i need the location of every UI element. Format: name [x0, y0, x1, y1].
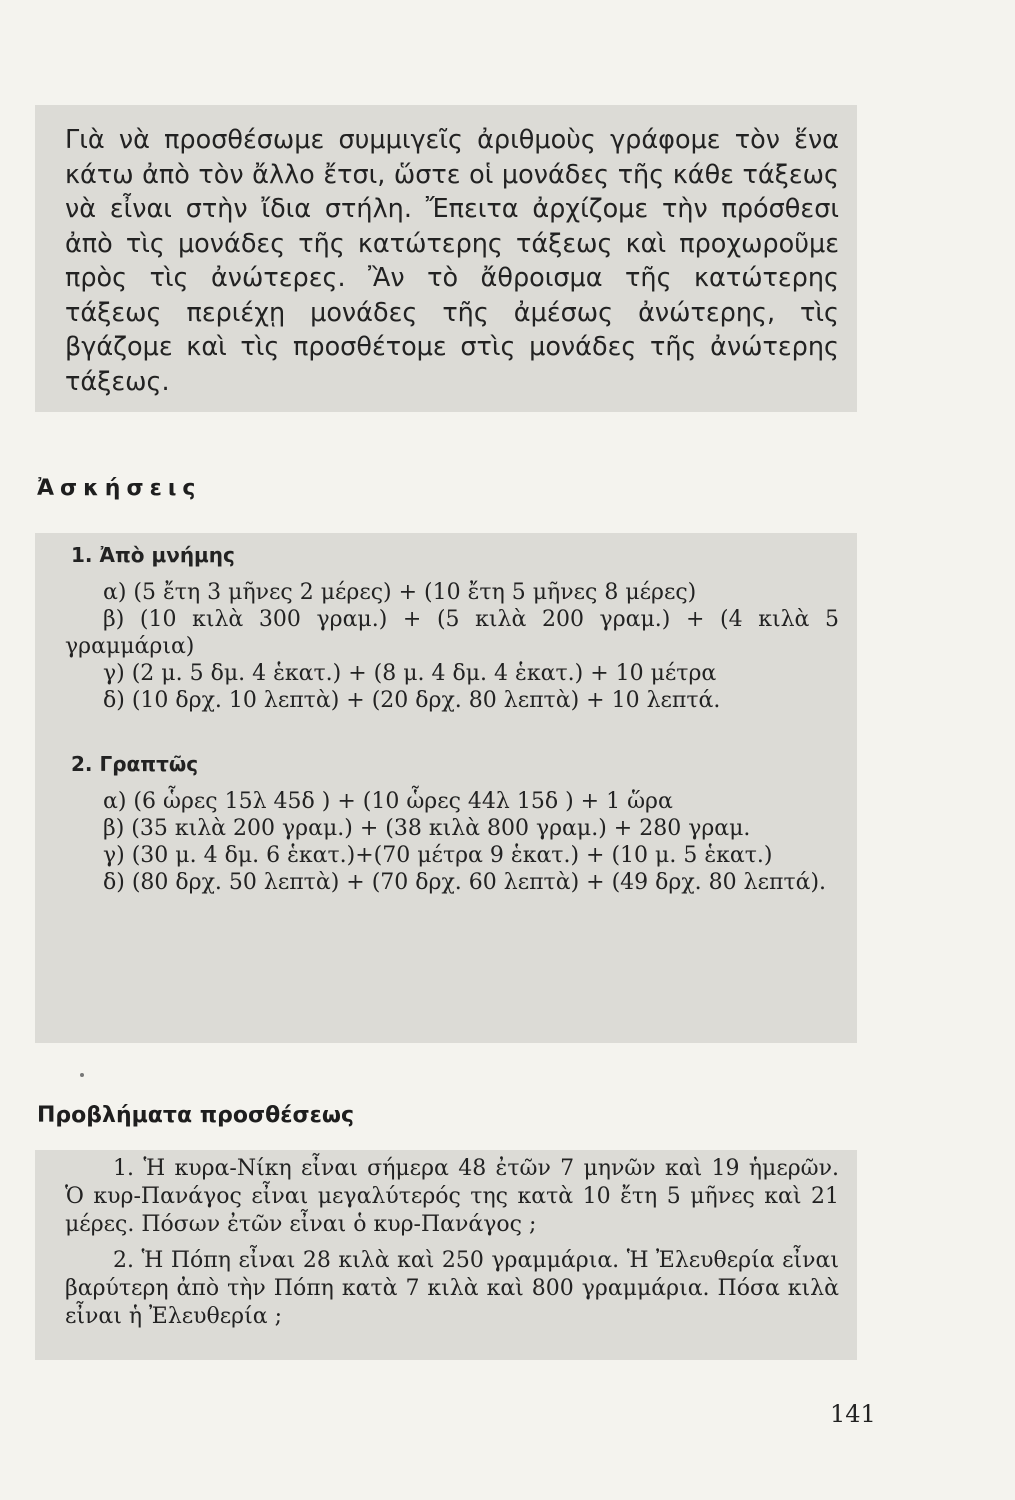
intro-text: Γιὰ νὰ προσθέσωμε συμμιγεῖς ἀριθμοὺς γράφομε τὸν ἕνα κάτω ἀπὸ τὸν ἄλλο ἔτσι, ὥστε οἱ μονάδες τῆς κάθε τάξεως νὰ εἶναι στὴν ἴδια στήλη. Ἔπειτα ἀρχίζομε τὴν πρόσθεσι ἀπὸ τὶς μονάδες τῆς κατώτερης τάξεως καὶ προχωροῦμε πρὸς τὶς ἀνώτερες. Ἂν τὸ ἄθροισμα τῆς κατώτερης τάξεως περιέχῃ μονάδες τῆς ἀμέσως ἀνώτερης, τὶς βγάζομε καὶ τὶς προσθέτομε στὶς μονάδες τῆς ἀνώτερης τάξεως. — [65, 125, 839, 397]
problems-list — [65, 1155, 839, 1331]
exercises-heading: Ἀσκήσεις — [37, 476, 202, 501]
list-item: γ) (2 μ. 5 δμ. 4 ἑκατ.) + (8 μ. 4 δμ. 4 ἑκατ.) + 10 μέτρα — [103, 661, 717, 686]
written-exercises-title: 2. Γραπτῶς — [71, 752, 199, 776]
list-item: 1. Ἡ κυρα-Νίκη εἶναι σήμερα 48 ἐτῶν 7 μηνῶν καὶ 19 ἡμερῶν. Ὁ κυρ-Πανάγος εἶναι μεγαλύτερός της κατὰ 10 ἔτη 5 μῆνες καὶ 21 μέρες. Πόσων ἐτῶν εἶναι ὁ κυρ-Πανάγος ; — [65, 1156, 839, 1237]
intro-paragraph — [65, 123, 839, 399]
list-item: γ) (30 μ. 4 δμ. 6 ἑκατ.)+(70 μέτρα 9 ἑκατ.) + (10 μ. 5 ἑκατ.) — [103, 843, 773, 868]
oral-exercises-list — [65, 579, 839, 714]
list-item: β) (10 κιλὰ 300 γραμ.) + (5 κιλὰ 200 γραμ.) + (4 κιλὰ 5 γραμμάρια) — [65, 607, 839, 659]
list-item: β) (35 κιλὰ 200 γραμ.) + (38 κιλὰ 800 γραμ.) + 280 γραμ. — [103, 816, 751, 841]
list-item: δ) (80 δρχ. 50 λεπτὰ) + (70 δρχ. 60 λεπτὰ) + (49 δρχ. 80 λεπτά). — [103, 870, 827, 895]
list-item: α) (5 ἔτη 3 μῆνες 2 μέρες) + (10 ἔτη 5 μῆνες 8 μέρες) — [103, 580, 697, 605]
exercises-box — [35, 533, 857, 1043]
decorative-dot — [80, 1073, 84, 1077]
list-item: α) (6 ὧρες 15λ 45δ ) + (10 ὧρες 44λ 15δ ) + 1 ὥρα — [103, 789, 673, 814]
written-exercises-list — [65, 788, 839, 896]
problems-heading: Προβλήματα προσθέσεως — [37, 1103, 355, 1128]
intro-box — [35, 105, 857, 412]
oral-exercises-title: 1. Ἀπὸ μνήμης — [71, 543, 235, 567]
list-item: 2. Ἡ Πόπη εἶναι 28 κιλὰ καὶ 250 γραμμάρια. Ἡ Ἐλευθερία εἶναι βαρύτερη ἀπὸ τὴν Πόπη κατὰ 7 κιλὰ καὶ 800 γραμμάρια. Πόσα κιλὰ εἶναι ἡ Ἐλευθερία ; — [65, 1248, 839, 1329]
page-number: 141 — [830, 1400, 876, 1428]
list-item: δ) (10 δρχ. 10 λεπτὰ) + (20 δρχ. 80 λεπτὰ) + 10 λεπτά. — [103, 688, 721, 713]
problems-box — [35, 1150, 857, 1360]
